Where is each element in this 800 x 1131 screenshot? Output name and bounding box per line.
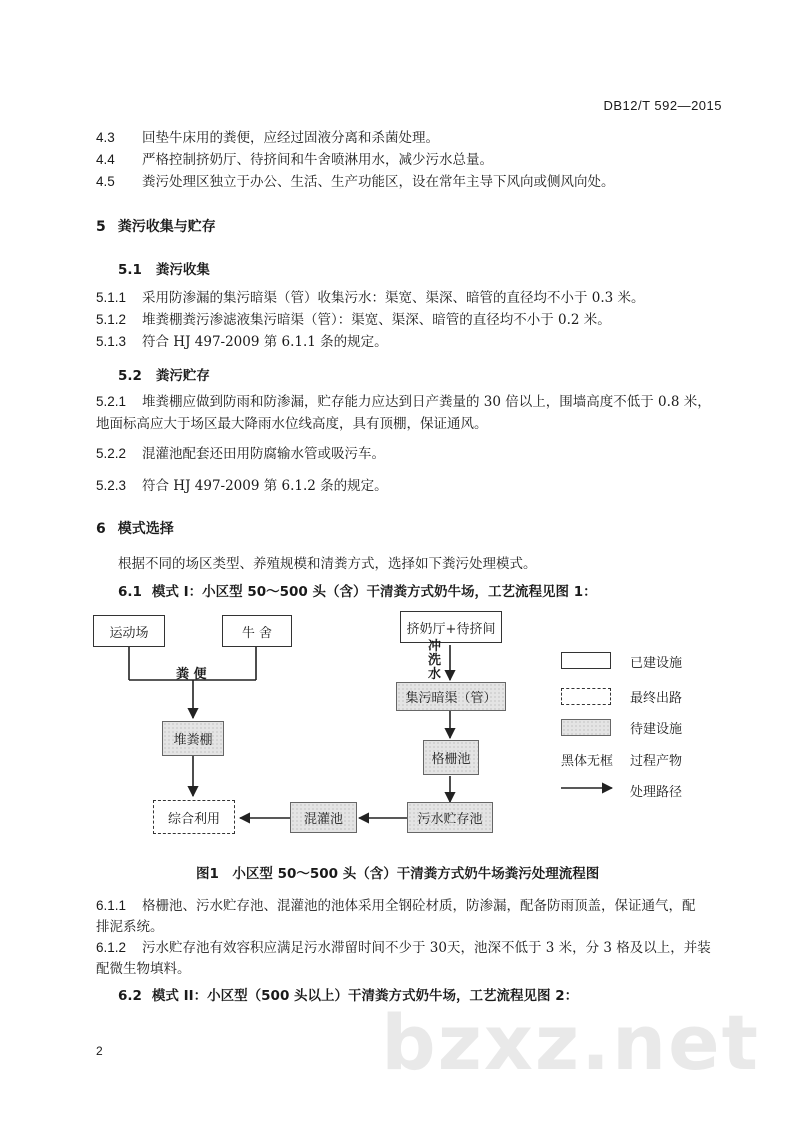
section-number: 6 bbox=[96, 521, 106, 537]
subsection-title: 模式 I：小区型 50～500 头（含）干清粪方式奶牛场，工艺流程见图 1： bbox=[151, 584, 597, 600]
clause-number: 5.2.2 bbox=[96, 446, 127, 461]
legend-built-label: 已建设施 bbox=[630, 656, 683, 671]
clause-number: 4.3 bbox=[96, 130, 115, 145]
clause-5-2-1-line1 bbox=[96, 392, 711, 412]
section-6-heading bbox=[96, 518, 174, 538]
clause-5-2-2 bbox=[96, 444, 385, 464]
clause-number: 5.1.1 bbox=[96, 290, 127, 305]
subsection-5-2-heading bbox=[118, 364, 210, 384]
section-6-intro: 根据不同的场区类型、养殖规模和清粪方式，选择如下粪污处理模式。 bbox=[118, 556, 537, 572]
clause-text: 粪污处理区独立于办公、生活、生产功能区，设在常年主导下风向或侧风向处。 bbox=[142, 174, 615, 190]
subsection-number: 5.1 bbox=[118, 262, 142, 278]
clause-5-2-3 bbox=[96, 476, 388, 496]
figure-1-caption: 图1 小区型 50～500 头（含）干清粪方式奶牛场粪污处理流程图 bbox=[196, 866, 600, 882]
legend-process-label: 过程产物 bbox=[630, 754, 683, 769]
figure-1-flowchart bbox=[0, 600, 800, 850]
clause-number: 5.1.2 bbox=[96, 312, 127, 327]
clause-text: 混灌池配套还田用防腐输水管或吸污车。 bbox=[142, 446, 385, 462]
label-char: 水 bbox=[428, 667, 442, 682]
label-char: 冲 bbox=[428, 639, 442, 654]
subsection-6-1-heading bbox=[118, 580, 597, 600]
box-cattle-barn: 牛 舍 bbox=[222, 615, 292, 647]
subsection-title: 粪污贮存 bbox=[155, 368, 210, 384]
subsection-5-1-heading bbox=[118, 258, 210, 278]
clause-5-1-1 bbox=[96, 288, 645, 308]
clause-4-3 bbox=[96, 128, 439, 148]
clause-text: 符合 HJ 497-2009 第 6.1.2 条的规定。 bbox=[142, 478, 388, 494]
clause-6-1-2-line2 bbox=[96, 959, 191, 979]
legend-path-label: 处理路径 bbox=[630, 785, 683, 800]
clause-text: 堆粪棚应做到防雨和防渗漏，贮存能力应达到日产粪量的 30 倍以上，围墙高度不低于 0.8 米， bbox=[142, 394, 711, 410]
legend-built-swatch bbox=[561, 652, 611, 669]
clause-5-1-2 bbox=[96, 310, 611, 330]
label-manure: 粪 便 bbox=[176, 667, 207, 682]
legend-process-key: 黑体无框 bbox=[561, 754, 614, 769]
clause-4-4 bbox=[96, 150, 493, 170]
box-manure-shed: 堆粪棚 bbox=[162, 721, 224, 756]
clause-text: 排泥系统。 bbox=[96, 919, 164, 935]
clause-text: 配微生物填料。 bbox=[96, 961, 191, 977]
clause-text: 严格控制挤奶厅、待挤间和牛舍喷淋用水，减少污水总量。 bbox=[142, 152, 493, 168]
clause-text: 格栅池、污水贮存池、混灌池的池体采用全钢砼材质，防渗漏，配备防雨顶盖，保证通气，配 bbox=[142, 898, 696, 914]
subsection-number: 6.2 bbox=[118, 988, 142, 1004]
box-sewage-storage-pool: 污水贮存池 bbox=[407, 802, 493, 833]
section-5-heading bbox=[96, 216, 216, 236]
legend-pending-swatch bbox=[561, 719, 611, 736]
clause-number: 5.1.3 bbox=[96, 334, 127, 349]
box-sewage-drain: 集污暗渠（管） bbox=[396, 682, 506, 711]
clause-text: 回垫牛床用的粪便，应经过固液分离和杀菌处理。 bbox=[142, 130, 439, 146]
clause-text: 堆粪棚粪污渗滤液集污暗渠（管）：渠宽、渠深、暗管的直径均不小于 0.2 米。 bbox=[142, 312, 611, 328]
clause-6-1-1-line2 bbox=[96, 917, 164, 937]
subsection-number: 6.1 bbox=[118, 584, 142, 600]
clause-number: 6.1.2 bbox=[96, 940, 127, 955]
label-flush-water bbox=[428, 640, 441, 682]
box-milking-parlor: 挤奶厅+待挤间 bbox=[400, 611, 502, 643]
section-number: 5 bbox=[96, 219, 106, 235]
box-exercise-yard: 运动场 bbox=[93, 615, 165, 647]
clause-5-2-1-line2 bbox=[96, 414, 488, 434]
clause-text: 符合 HJ 497-2009 第 6.1.1 条的规定。 bbox=[142, 334, 388, 350]
subsection-title: 模式 II：小区型（500 头以上）干清粪方式奶牛场，工艺流程见图 2： bbox=[151, 988, 579, 1004]
clause-number: 4.4 bbox=[96, 152, 115, 167]
label-char: 洗 bbox=[428, 653, 442, 668]
clause-text: 地面标高应大于场区最大降雨水位线高度，具有顶棚，保证通风。 bbox=[96, 416, 488, 432]
page-number: 2 bbox=[96, 1044, 103, 1058]
clause-5-1-3 bbox=[96, 332, 388, 352]
section-title: 模式选择 bbox=[117, 521, 174, 537]
clause-number: 5.2.1 bbox=[96, 394, 127, 409]
clause-number: 5.2.3 bbox=[96, 478, 127, 493]
box-comprehensive-utilization: 综合利用 bbox=[153, 800, 235, 834]
clause-4-5 bbox=[96, 172, 615, 192]
document-code: DB12/T 592—2015 bbox=[603, 98, 722, 113]
section-title: 粪污收集与贮存 bbox=[117, 219, 216, 235]
watermark: bzxz.net bbox=[381, 998, 760, 1087]
box-grate-pool: 格栅池 bbox=[423, 740, 479, 775]
legend-pending-label: 待建设施 bbox=[630, 722, 683, 737]
clause-6-1-1-line1 bbox=[96, 896, 696, 916]
legend-final-label: 最终出路 bbox=[630, 691, 683, 706]
clause-number: 6.1.1 bbox=[96, 898, 127, 913]
clause-text: 采用防渗漏的集污暗渠（管）收集污水：渠宽、渠深、暗管的直径均不小于 0.3 米。 bbox=[142, 290, 645, 306]
clause-number: 4.5 bbox=[96, 174, 115, 189]
clause-6-1-2-line1 bbox=[96, 938, 711, 958]
box-mixing-pool: 混灌池 bbox=[290, 802, 357, 833]
subsection-title: 粪污收集 bbox=[155, 262, 210, 278]
clause-text: 污水贮存池有效容积应满足污水滞留时间不少于 30天，池深不低于 3 米，分 3 格及以上，并装 bbox=[142, 940, 711, 956]
legend-final-swatch bbox=[561, 688, 611, 705]
subsection-number: 5.2 bbox=[118, 368, 142, 384]
